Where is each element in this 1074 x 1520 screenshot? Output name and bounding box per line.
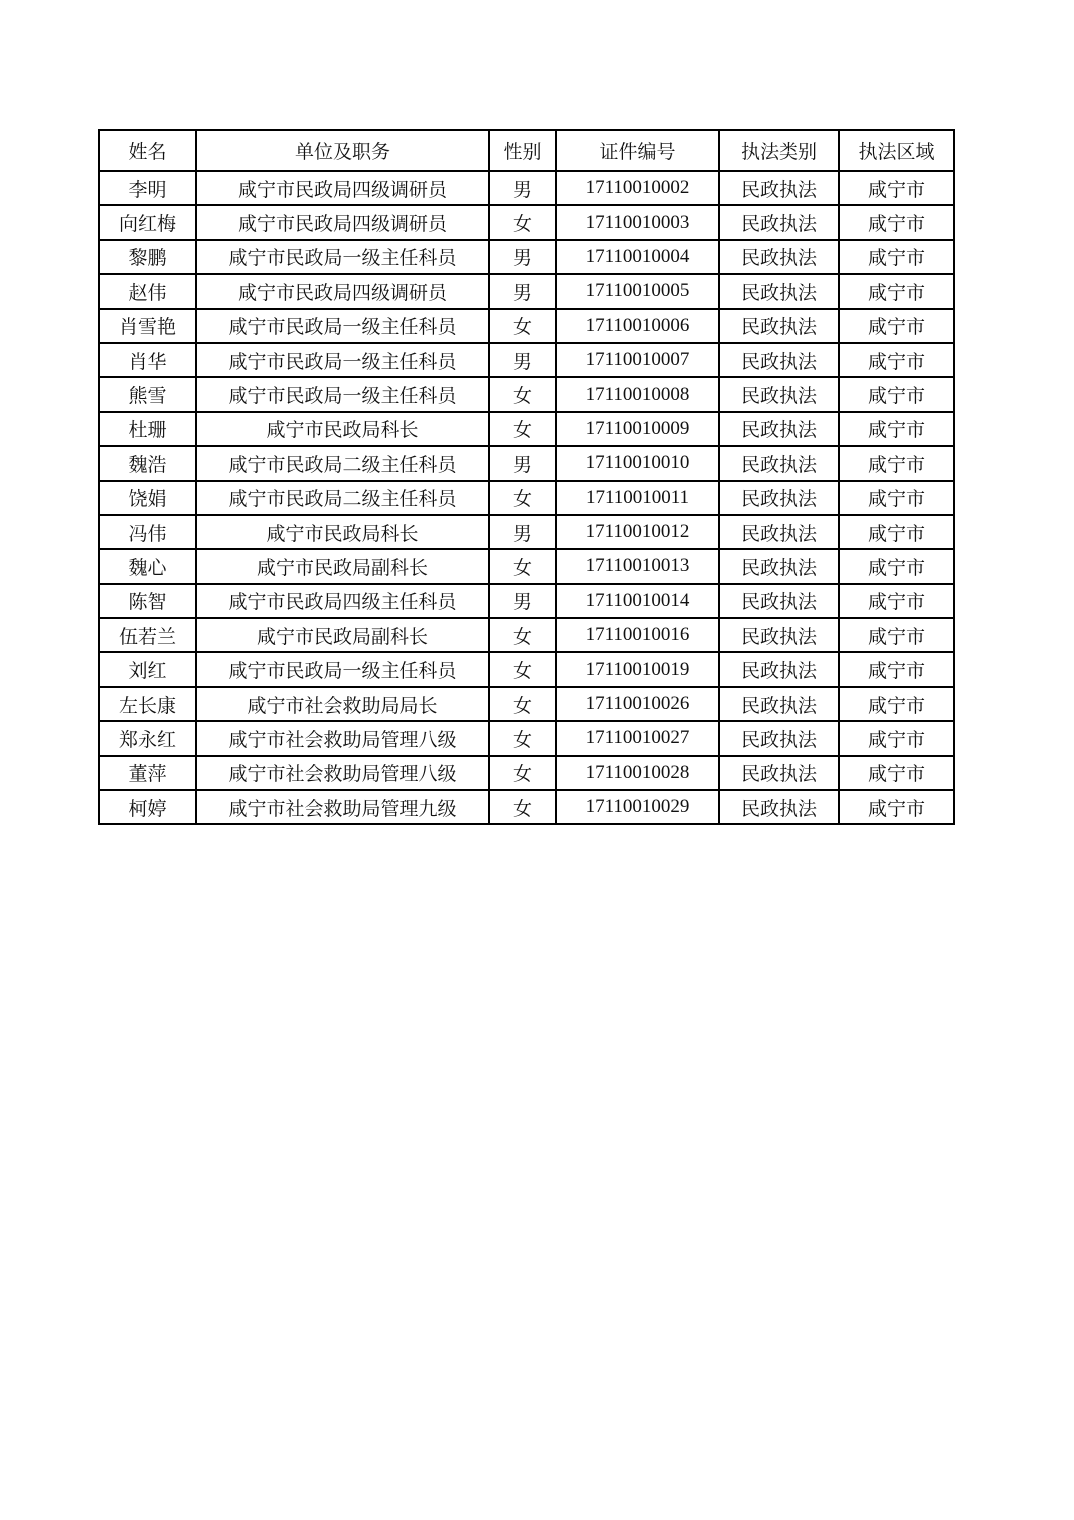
cell-region: 咸宁市 — [839, 343, 954, 377]
table-row — [99, 171, 954, 205]
cell-cert_no: 17110010006 — [556, 309, 719, 343]
cell-region: 咸宁市 — [839, 171, 954, 205]
cell-gender: 女 — [489, 652, 556, 686]
cell-cert_no: 17110010014 — [556, 584, 719, 618]
cell-region: 咸宁市 — [839, 412, 954, 446]
cell-gender: 女 — [489, 790, 556, 824]
cell-category: 民政执法 — [719, 515, 839, 549]
cell-region: 咸宁市 — [839, 756, 954, 790]
cell-unit: 咸宁市民政局一级主任科员 — [196, 309, 489, 343]
cell-category: 民政执法 — [719, 721, 839, 755]
cell-gender: 女 — [489, 377, 556, 411]
cell-region: 咸宁市 — [839, 309, 954, 343]
header-cell-region: 执法区域 — [839, 130, 954, 171]
table-row — [99, 721, 954, 755]
cell-gender: 女 — [489, 618, 556, 652]
cell-unit: 咸宁市社会救助局管理八级 — [196, 756, 489, 790]
cell-gender: 女 — [489, 721, 556, 755]
cell-cert_no: 17110010019 — [556, 652, 719, 686]
cell-region: 咸宁市 — [839, 515, 954, 549]
cell-category: 民政执法 — [719, 412, 839, 446]
table-row — [99, 377, 954, 411]
cell-region: 咸宁市 — [839, 205, 954, 239]
header-cell-gender: 性别 — [489, 130, 556, 171]
cell-category: 民政执法 — [719, 687, 839, 721]
cell-category: 民政执法 — [719, 377, 839, 411]
table-row — [99, 240, 954, 274]
cell-unit: 咸宁市社会救助局局长 — [196, 687, 489, 721]
cell-name: 饶娟 — [99, 481, 196, 515]
cell-cert_no: 17110010008 — [556, 377, 719, 411]
cell-gender: 男 — [489, 171, 556, 205]
cell-cert_no: 17110010013 — [556, 549, 719, 583]
cell-gender: 女 — [489, 687, 556, 721]
cell-unit: 咸宁市民政局科长 — [196, 515, 489, 549]
cell-region: 咸宁市 — [839, 618, 954, 652]
cell-name: 黎鹏 — [99, 240, 196, 274]
cell-category: 民政执法 — [719, 171, 839, 205]
cell-gender: 女 — [489, 481, 556, 515]
header-cell-unit: 单位及职务 — [196, 130, 489, 171]
cell-unit: 咸宁市民政局一级主任科员 — [196, 377, 489, 411]
table-row — [99, 205, 954, 239]
table-row — [99, 446, 954, 480]
cell-unit: 咸宁市民政局四级调研员 — [196, 274, 489, 308]
cell-cert_no: 17110010029 — [556, 790, 719, 824]
table-row — [99, 343, 954, 377]
cell-name: 向红梅 — [99, 205, 196, 239]
cell-cert_no: 17110010003 — [556, 205, 719, 239]
cell-unit: 咸宁市民政局科长 — [196, 412, 489, 446]
cell-region: 咸宁市 — [839, 549, 954, 583]
cell-cert_no: 17110010009 — [556, 412, 719, 446]
cell-unit: 咸宁市民政局四级主任科员 — [196, 584, 489, 618]
cell-region: 咸宁市 — [839, 790, 954, 824]
cell-gender: 男 — [489, 446, 556, 480]
cell-category: 民政执法 — [719, 652, 839, 686]
cell-region: 咸宁市 — [839, 377, 954, 411]
cell-region: 咸宁市 — [839, 446, 954, 480]
cell-name: 李明 — [99, 171, 196, 205]
cell-unit: 咸宁市民政局一级主任科员 — [196, 240, 489, 274]
cell-name: 刘红 — [99, 652, 196, 686]
cell-cert_no: 17110010004 — [556, 240, 719, 274]
cell-unit: 咸宁市民政局四级调研员 — [196, 171, 489, 205]
cell-cert_no: 17110010027 — [556, 721, 719, 755]
cell-region: 咸宁市 — [839, 481, 954, 515]
cell-unit: 咸宁市民政局二级主任科员 — [196, 446, 489, 480]
cell-category: 民政执法 — [719, 205, 839, 239]
cell-gender: 男 — [489, 584, 556, 618]
cell-gender: 男 — [489, 274, 556, 308]
cell-name: 左长康 — [99, 687, 196, 721]
cell-gender: 女 — [489, 309, 556, 343]
table-row — [99, 481, 954, 515]
cell-unit: 咸宁市民政局一级主任科员 — [196, 652, 489, 686]
cell-gender: 女 — [489, 549, 556, 583]
cell-region: 咸宁市 — [839, 240, 954, 274]
cell-unit: 咸宁市社会救助局管理九级 — [196, 790, 489, 824]
cell-name: 魏心 — [99, 549, 196, 583]
cell-name: 熊雪 — [99, 377, 196, 411]
table-row — [99, 515, 954, 549]
cell-name: 杜珊 — [99, 412, 196, 446]
header-cell-name: 姓名 — [99, 130, 196, 171]
table-body — [99, 171, 954, 824]
cell-cert_no: 17110010007 — [556, 343, 719, 377]
table-row — [99, 549, 954, 583]
cell-name: 柯婷 — [99, 790, 196, 824]
table-header — [99, 130, 954, 171]
cell-name: 魏浩 — [99, 446, 196, 480]
header-cell-category: 执法类别 — [719, 130, 839, 171]
cell-category: 民政执法 — [719, 584, 839, 618]
table-row — [99, 687, 954, 721]
table-row — [99, 790, 954, 824]
cell-unit: 咸宁市社会救助局管理八级 — [196, 721, 489, 755]
cell-name: 董萍 — [99, 756, 196, 790]
cell-cert_no: 17110010026 — [556, 687, 719, 721]
cell-category: 民政执法 — [719, 549, 839, 583]
cell-category: 民政执法 — [719, 343, 839, 377]
cell-cert_no: 17110010028 — [556, 756, 719, 790]
cell-cert_no: 17110010010 — [556, 446, 719, 480]
header-row — [99, 130, 954, 171]
cell-category: 民政执法 — [719, 446, 839, 480]
cell-cert_no: 17110010016 — [556, 618, 719, 652]
cell-region: 咸宁市 — [839, 652, 954, 686]
cell-gender: 女 — [489, 205, 556, 239]
cell-category: 民政执法 — [719, 274, 839, 308]
cell-unit: 咸宁市民政局副科长 — [196, 549, 489, 583]
cell-gender: 女 — [489, 412, 556, 446]
cell-unit: 咸宁市民政局二级主任科员 — [196, 481, 489, 515]
cell-category: 民政执法 — [719, 618, 839, 652]
cell-category: 民政执法 — [719, 756, 839, 790]
table-row — [99, 618, 954, 652]
cell-cert_no: 17110010012 — [556, 515, 719, 549]
cell-name: 伍若兰 — [99, 618, 196, 652]
cell-gender: 男 — [489, 515, 556, 549]
cell-category: 民政执法 — [719, 240, 839, 274]
cell-cert_no: 17110010002 — [556, 171, 719, 205]
table-row — [99, 412, 954, 446]
cell-gender: 男 — [489, 343, 556, 377]
cell-unit: 咸宁市民政局四级调研员 — [196, 205, 489, 239]
table-row — [99, 652, 954, 686]
cell-category: 民政执法 — [719, 481, 839, 515]
cell-region: 咸宁市 — [839, 687, 954, 721]
cell-name: 冯伟 — [99, 515, 196, 549]
cell-category: 民政执法 — [719, 790, 839, 824]
cell-unit: 咸宁市民政局一级主任科员 — [196, 343, 489, 377]
cell-region: 咸宁市 — [839, 584, 954, 618]
cell-name: 肖雪艳 — [99, 309, 196, 343]
cell-unit: 咸宁市民政局副科长 — [196, 618, 489, 652]
cell-name: 郑永红 — [99, 721, 196, 755]
cell-gender: 男 — [489, 240, 556, 274]
cell-gender: 女 — [489, 756, 556, 790]
header-cell-cert-no: 证件编号 — [556, 130, 719, 171]
cell-cert_no: 17110010011 — [556, 481, 719, 515]
cell-region: 咸宁市 — [839, 721, 954, 755]
cell-region: 咸宁市 — [839, 274, 954, 308]
cell-cert_no: 17110010005 — [556, 274, 719, 308]
table-row — [99, 756, 954, 790]
cell-category: 民政执法 — [719, 309, 839, 343]
cell-name: 肖华 — [99, 343, 196, 377]
cell-name: 陈智 — [99, 584, 196, 618]
table-row — [99, 584, 954, 618]
cell-name: 赵伟 — [99, 274, 196, 308]
table-row — [99, 274, 954, 308]
table-row — [99, 309, 954, 343]
officials-table — [98, 129, 955, 825]
